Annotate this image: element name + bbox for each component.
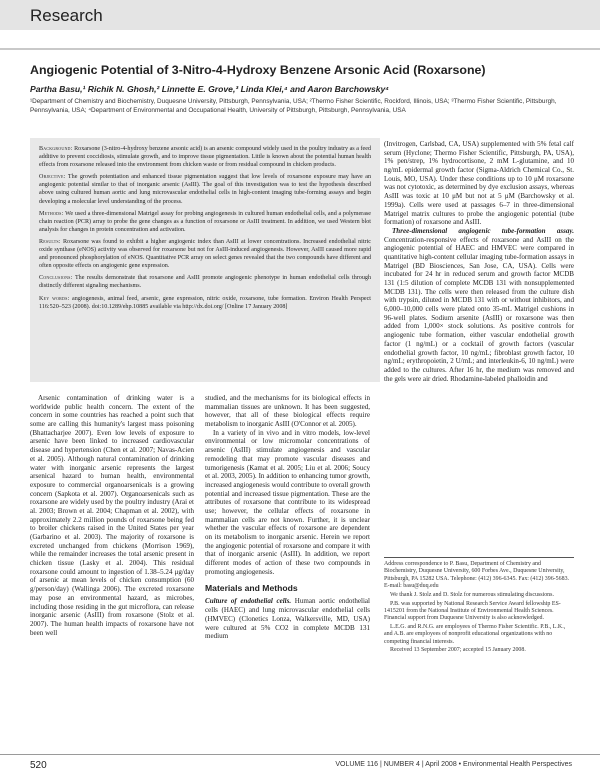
author-list: Partha Basu,¹ Richik N. Ghosh,² Linnette E. Grove,³ Linda Klei,⁴ and Aaron Barchowsky⁴ bbox=[30, 84, 389, 94]
cell-culture-run-in: Culture of endothelial cells. bbox=[205, 597, 292, 606]
body-column-2 bbox=[205, 394, 370, 742]
body-column-3 bbox=[384, 140, 574, 548]
footnote-funding: P.B. was supported by National Research Service Award fellowship ES-1415201 from the National Institute of Environmental Health Sciences. Financial support from Duquesne University is also acknowledged. bbox=[384, 600, 561, 622]
abstract-keywords bbox=[39, 295, 371, 311]
methods-paragraph-continued: (Invitrogen, Carlsbad, CA, USA) supplemented with 5% fetal calf serum (Hyclone; Thermo Fisher Scientific, Pittsburgh, PA, USA), 1% pen/strep, 1% hydrocortisone, 2 mM L-glutamine, and 10 ng/mL epidermal growth factor (Sigma-Aldrich Chemical Co., St. Louis, MO, USA). Under these conditions up to 10 μM roxarsone was not cytotoxic, as determined by dye exclusion assays, whereas AsIII was toxic at 10 μM but not at 5 μM (Barchowsky et al. 1999a). Cells were used at passages 6–7 in three-dimensional Matrigel matrix cultures to probe the angiogenic potential (tube formation) of roxarsone and AsIII. bbox=[384, 140, 574, 227]
abstract-background-text: Roxarsone (3-nitro-4-hydroxy benzene arsonic acid) is an arsenic compound widely used in the poultry industry as a feed additive to prevent coccidiosis, stimulate growth, and to improve tissue pigmentation. Little is known about the potential human health effects from roxarsone released into the environment from chicken waste or from residual compound in chicken products. bbox=[39, 146, 371, 169]
footnote-address: Address correspondence to P. Basu, Department of Chemistry and Biochemistry, Duquesne University, 600 Forbes Ave., Duquesne University, Pittsburgh, PA 15282 USA. Telephone: (412) 396-6345. Fax: (412) 396-5683. E-mail: basu@duq.edu bbox=[384, 561, 570, 590]
abstract-methods bbox=[39, 210, 371, 234]
tube-formation-text: Concentration-responsive effects of roxarsone and AsIII on the angiogenic potential of HAEC and HMVEC were compared in quantitative high-content cellular imaging tube-formation assays in Matrigel (BD Biosciences, San Jose, CA, USA). Cells were incubated for 24 hr in reduced serum and growth factor MCDB 131 (1:5 dilution of complete MCDB 131 with nonsupplemented MCDB 131). The cells were then released from the culture dish with trypsin, diluted in MCDB 131 with or without inhibitors, and 6,000–10,000 cells were plated onto 35-mL Matrigel cushions in 96-well plates. Sodium arsenite (AsIII) or roxarsone was then added from 1,000× stock solutions. As positive controls for angiogenic tube formation, either vascular endothelial growth factor (1 ng/mL) or a cocktail of growth factors (vascular endothelial growth factor, 10 ng/mL; fibroblast growth factor, 10 ng/mL; erythropoietin, 2 U/mL; and interleukin-6, 10 ng/mL) were added to the cultures. After 16 hr, the medium was removed and the gels were air dried. Rhodamine-labeled phalloidin and bbox=[384, 235, 574, 383]
abstract-objective bbox=[39, 173, 371, 205]
tube-formation-run-in: Three-dimensional angiogenic tube-formation assay. bbox=[392, 226, 574, 235]
abstract-background bbox=[39, 145, 371, 169]
abstract-results-label: Results: bbox=[39, 238, 61, 245]
abstract-methods-label: Methods: bbox=[39, 210, 64, 217]
footnote-received: Received 13 September 2007; accepted 15 January 2008. bbox=[390, 647, 526, 654]
abstract-objective-text: The growth potentiation and enhanced tissue pigmentation suggest that low levels of roxarsone exposure may have an angiogenic potential similar to that of inorganic arsenic (AsIII). The goal of this investigation was to test the hypothesis described above using cultured human aortic and lung microvascular endothelial cells in high-content imaging tube-forming assays and begin developing a molecular level understanding of the process. bbox=[39, 174, 371, 205]
abstract-box bbox=[30, 138, 380, 382]
intro-paragraph-1: Arsenic contamination of drinking water is a worldwide public health concern. The extent of the concern in some countries has reached a point such that some are calling this humanity's largest mass poisoning (Bhattacharjee 2007). Even low levels of exposure to arsenic have been linked to increased cardiovascular disease and hypertension (Chen et al. 2007; Navas-Acien et al. 2005). Although natural contamination of drinking water with inorganic arsenic represents the largest arsenical hazard to human health, environmental exposure to commercial organoarsenicals is a growing concern (Sapkota et al. 2007). Organoarsenicals such as roxarsone are widely used by the poultry industry (Arai et al. 2003; Brown et al. 2004; Chapman et al. 2002), with approximately 2.2 million pounds of roxarsone being fed to broiler chickens raised in the United States per year (Garbarino et al. 2003). The majority of roxarsone is excreted unchanged from chickens (Morrison 1969), while the remainder increases the total arsenic present in chicken tissue (Lasky et al. 2004). This residual roxarsone could amount to ingestion of 1.38–5.24 μg/day of arsenic at mean levels of chicken consumption (60 g/person/day) (Wallinga 2006). The excreted roxarsone may pose an environmental hazard, as microbes, including those residing in the gut microflora, can release inorganic arsenic (AsIII) from roxarsone (Stolz et al. 2007). The human health impacts of roxarsone have not been well bbox=[30, 394, 194, 637]
journal-citation: VOLUME 116 | NUMBER 4 | April 2008 • Environmental Health Perspectives bbox=[335, 761, 572, 768]
methods-paragraph-2 bbox=[384, 227, 574, 383]
abstract-conclusions bbox=[39, 274, 371, 290]
abstract-keywords-text: angiogenesis, animal feed, arsenic, gene expression, nitric oxide, roxarsone, tube formation. Environ Health Perspect 116:520–523 (2008). doi:10.1289/ehp.10885 available via http://dx.doi.org/ [Online 17 January 2008] bbox=[39, 295, 371, 310]
intro-paragraph-2: In a variety of in vivo and in vitro models, low-level environmental or low micromolar concentrations of arsenic (AsIII) stimulate angiogenesis and vascular remodeling that may promote vascular diseases and tumorigenesis (Kamat et al. 2005; Liu et al. 2006; Soucy et al. 2003, 2005). In addition to enhancing tumor growth, increased angiogenesis would contribute to overall growth potential and increased tissue pigmentation. These are the attributes of roxarsone that contribute to its widespread use; however, the cellular effects of roxarsone in mammalian cells are not known. Further, it is unclear whether the vascular effects of roxarsone are dependent on its metabolism to inorganic arsenic. Herein we report the angiogenic potential of roxarsone and compare it with that of inorganic arsenic (AsIII). In addition, we report different modes of action of these two compounds in promoting angiogenesis. bbox=[205, 428, 370, 576]
article-title: Angiogenic Potential of 3-Nitro-4-Hydroxy Benzene Arsonic Acid (Roxarsone) bbox=[30, 63, 486, 77]
footnote-employment: L.E.G. and R.N.G. are employees of Thermo Fisher Scientific. P.B., L.K., and A.B. are employees of nonprofit educational organizations with no competing financial interests. bbox=[384, 623, 566, 645]
abstract-objective-label: Objective: bbox=[39, 174, 66, 181]
footnote-rule bbox=[384, 557, 574, 558]
page-number: 520 bbox=[30, 760, 47, 771]
abstract-keywords-label: Key words: bbox=[39, 295, 70, 302]
abstract-results-text: Roxarsone was found to exhibit a higher angiogenic index than AsIII at lower concentrations. Increased endothelial nitric oxide synthase (eNOS) activity was observed for roxarsone but not for AsIII-induced angiogenesis. However, AsIII caused more rapid and pronounced phosphorylation of eNOS. Quantitative PCR array on select genes revealed that the two compounds have different and often opposite effects on angiogenic gene expression. bbox=[39, 238, 371, 270]
intro-paragraph-continued: studied, and the mechanisms for its biological effects in mammalian tissues are unknown. It has been suggested, however, that all of these biological effects require metabolism to inorganic AsIII (O'Connor et al. 2005). bbox=[205, 394, 370, 429]
methods-paragraph-1 bbox=[205, 597, 370, 640]
cell-culture-text: Human aortic endothelial cells (HAEC) and lung microvascular endothelial cells (HMVEC) (Clonetics Lonza, Walkersville, MD, USA) were cultured at 5% CO2 in complete MCDB 131 medium bbox=[205, 597, 370, 641]
abstract-conclusions-text: The results demonstrate that roxarsone and AsIII promote angiogenic phenotype in human endothelial cells through distinctly different signaling mechanisms. bbox=[39, 275, 371, 290]
section-label: Research bbox=[30, 6, 103, 25]
footnotes bbox=[384, 561, 574, 656]
header-rule bbox=[0, 48, 600, 50]
methods-heading: Materials and Methods bbox=[205, 583, 298, 594]
affiliations: ¹Department of Chemistry and Biochemistry, Duquesne University, Pittsburgh, Pennsylvania, USA; ²Thermo Fisher Scientific, Rockford, Illinois, USA; ³Thermo Fisher Scientific, Pittsburgh, Pennsylvania, USA; ⁴Department of Environmental and Occupational Health, University of Pittsburgh, Pittsburgh, Pennsylvania, USA bbox=[30, 98, 557, 114]
body-column-1 bbox=[30, 394, 194, 742]
abstract-methods-text: We used a three-dimensional Matrigel assay for probing angiogenesis in cultured human endothelial cells, and a polymerase chain reaction (PCR) array to probe the gene changes as a function of roxarsone or AsIII treatment. In addition, we used Western blot analysis for changes in protein concentration and activation. bbox=[39, 210, 371, 233]
abstract-background-label: Background: bbox=[39, 146, 73, 152]
abstract-results bbox=[39, 238, 371, 270]
footnote-thanks: We thank J. Stolz and D. Stolz for numerous stimulating discussions. bbox=[390, 591, 554, 598]
footer-rule bbox=[0, 754, 600, 755]
header-band bbox=[0, 0, 600, 30]
abstract-conclusions-label: Conclusions: bbox=[39, 275, 73, 282]
